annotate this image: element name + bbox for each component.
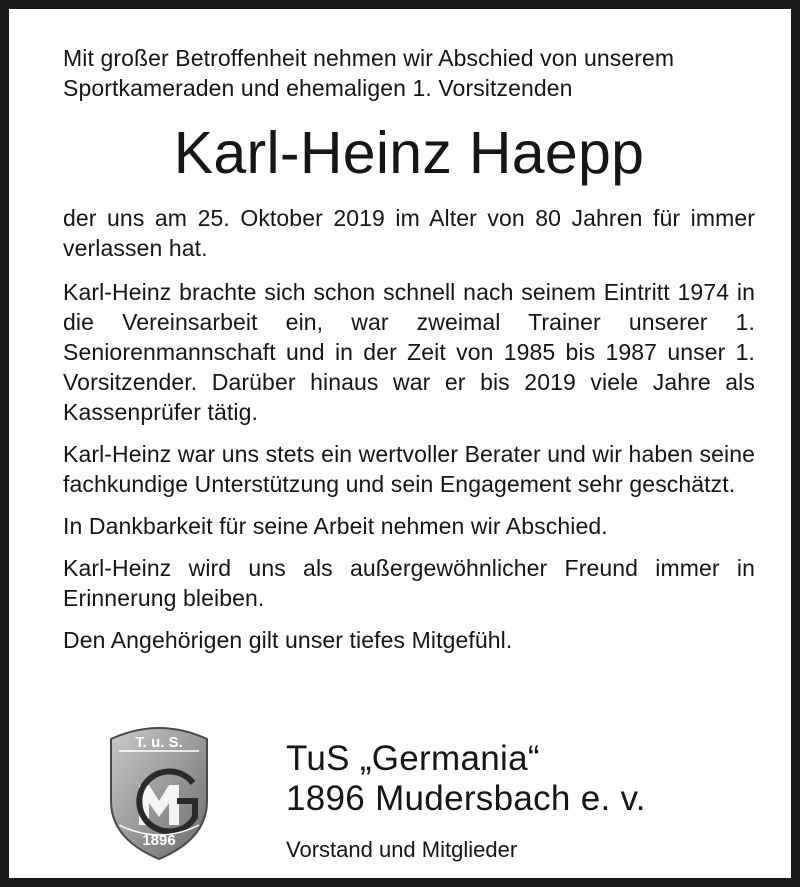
deceased-name: Karl-Heinz Haepp [173,120,645,186]
paragraph-memory: Karl-Heinz wird uns als außergewöhnlicher Freund immer in Erinnerung bleiben. [63,555,755,611]
club-name-line-2: 1896 Mudersbach e. v. [286,779,646,818]
crest-top-text: T. u. S. [135,734,183,751]
paragraph-career: Karl-Heinz brachte sich schon schnell nach seinem Eintritt 1974 in die Vereinsarbeit ein, war zweimal Trainer unserer 1. Seniorenmannschaft und in der Zeit von 1985 bis 1987 unser 1. Vorsitzender. Darüber hinaus war er bis 2019 viele Jahre als Kassenprüfer tätig. [63,279,755,425]
club-crest-icon [105,721,213,861]
club-signature [286,739,646,863]
crest-year-text: 1896 [142,832,176,849]
club-name [286,739,646,819]
paragraph-appreciation: Karl-Heinz war uns stets ein wertvoller Berater und wir haben seine fachkundige Unterstützung und sein Engagement sehr geschätzt. [63,441,755,497]
notice-body [63,43,755,655]
intro-line-2: Sportkameraden und ehemaligen 1. Vorsitzenden [63,75,573,101]
paragraph-gratitude: In Dankbarkeit für seine Arbeit nehmen wir Abschied. [63,513,608,539]
intro-line-1: Mit großer Betroffenheit nehmen wir Abschied von unserem [63,45,675,71]
club-board-members: Vorstand und Mitglieder [286,837,518,862]
club-name-line-1: TuS „Germania“ [286,739,540,778]
intro-text [63,43,755,103]
paragraph-condolence: Den Angehörigen gilt unser tiefes Mitgefühl. [63,627,513,653]
paragraph-death-date: der uns am 25. Oktober 2019 im Alter von 80 Jahren für immer verlassen hat. [63,205,755,261]
